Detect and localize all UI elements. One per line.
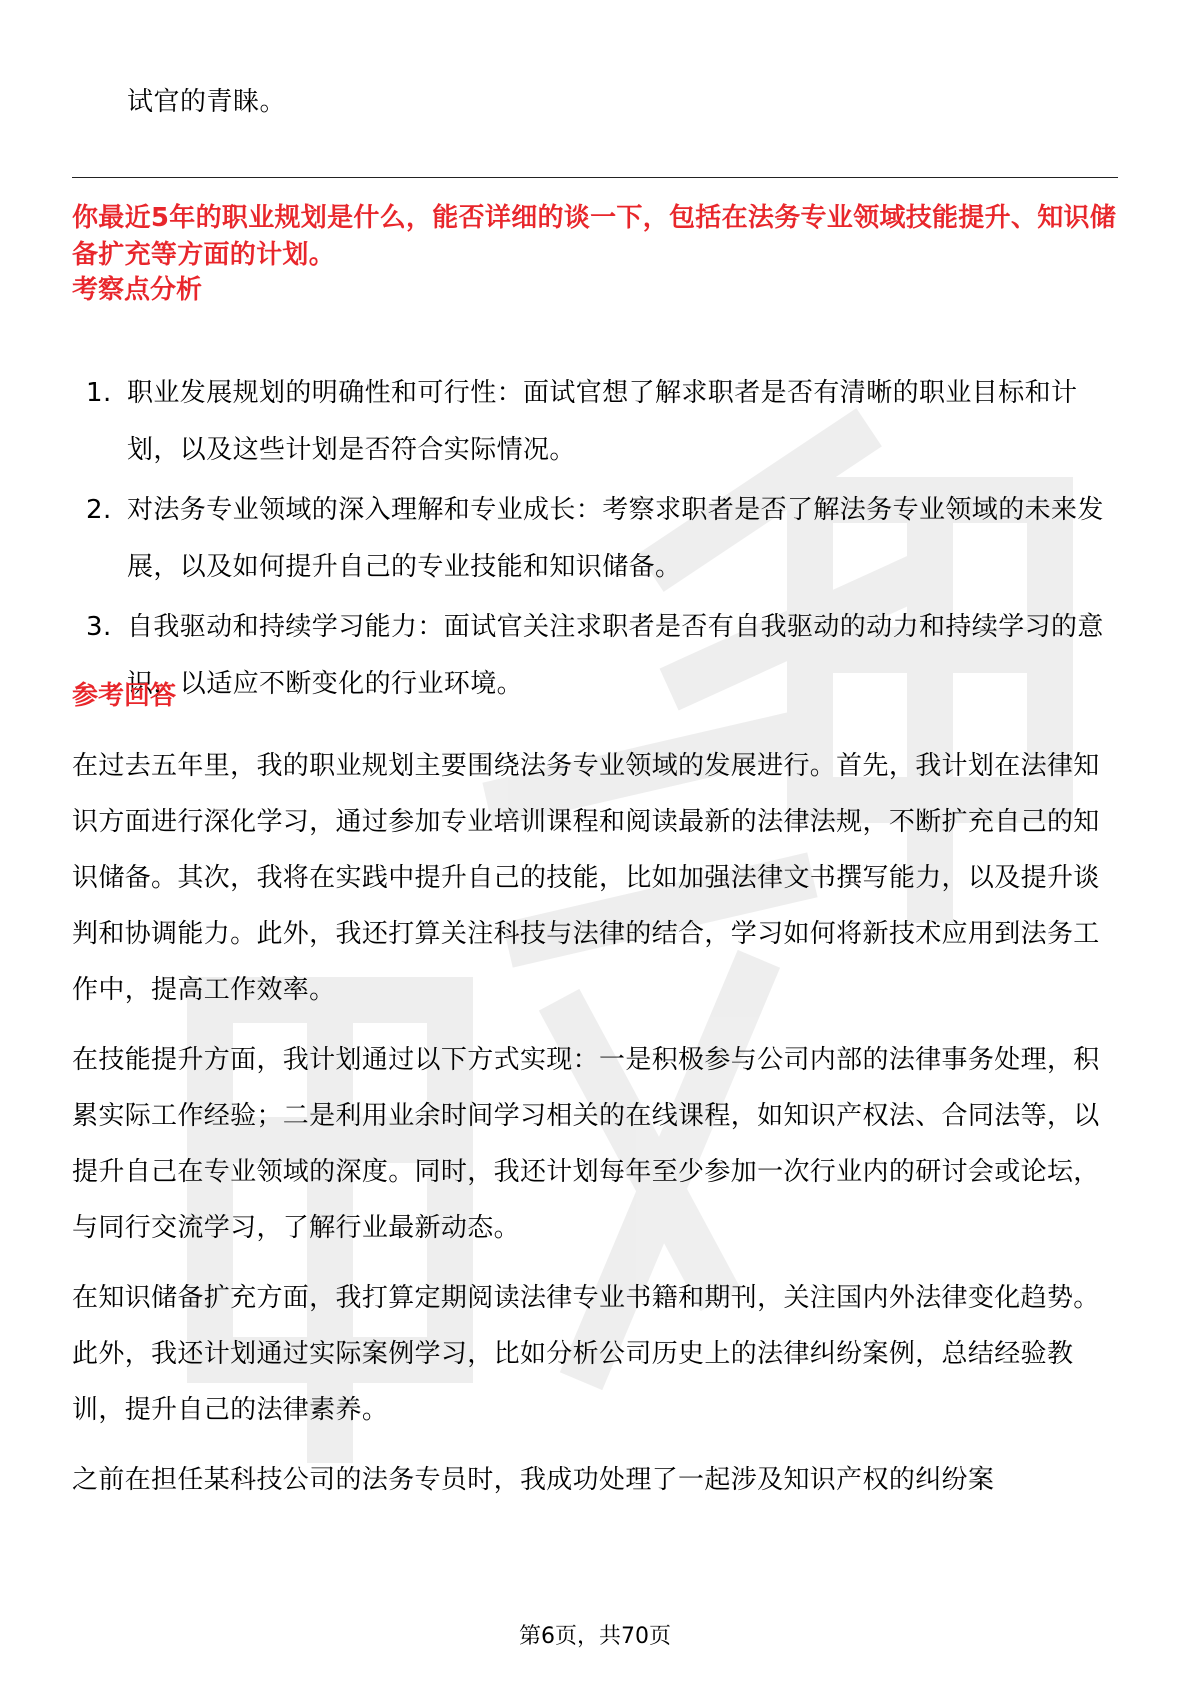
interview-question: 你最近5年的职业规划是什么，能否详细的谈一下，包括在法务专业领域技能提升、知识储备扩充等方面的计划。 [72, 203, 1117, 270]
answer-heading: 参考回答 [72, 681, 177, 711]
list-item-text: 对法务专业领域的深入理解和专业成长：考察求职者是否了解法务专业领域的未来发展，以及如何提升自己的专业技能和知识储备。 [127, 495, 1104, 582]
page-number: 第6页，共70页 [519, 1624, 671, 1649]
list-item [72, 599, 1118, 713]
list-item-text: 自我驱动和持续学习能力：面试官关注求职者是否有自我驱动的动力和持续学习的意识，以适应不断变化的行业环境。 [127, 612, 1104, 699]
list-item [72, 482, 1118, 596]
analysis-list [72, 365, 1118, 716]
answer-paragraph: 在知识储备扩充方面，我打算定期阅读法律专业书籍和期刊，关注国内外法律变化趋势。此外，我还计划通过实际案例学习，比如分析公司历史上的法律纠纷案例，总结经验教训，提升自己的法律素养。 [72, 1283, 1100, 1425]
list-item-number: 3. [86, 612, 112, 642]
list-item [72, 365, 1118, 479]
list-item-text: 职业发展规划的明确性和可行性：面试官想了解求职者是否有清晰的职业目标和计划，以及这些计划是否符合实际情况。 [127, 378, 1078, 465]
analysis-heading: 考察点分析 [72, 275, 203, 305]
answer-paragraph: 在过去五年里，我的职业规划主要围绕法务专业领域的发展进行。首先，我计划在法律知识方面进行深化学习，通过参加专业培训课程和阅读最新的法律法规，不断扩充自己的知识储备。其次，我将在实践中提升自己的技能，比如加强法律文书撰写能力，以及提升谈判和协调能力。此外，我还打算关注科技与法律的结合，学习如何将新技术应用到法务工作中，提高工作效率。 [72, 751, 1100, 1005]
list-item-number: 1. [86, 378, 112, 408]
list-item-number: 2. [86, 495, 112, 525]
section-divider [72, 177, 1118, 178]
answer-paragraph: 之前在担任某科技公司的法务专员时，我成功处理了一起涉及知识产权的纠纷案 [72, 1465, 995, 1495]
answer-paragraph: 在技能提升方面，我计划通过以下方式实现：一是积极参与公司内部的法律事务处理，积累实际工作经验；二是利用业余时间学习相关的在线课程，如知识产权法、合同法等，以提升自己在专业领域的深度。同时，我还计划每年至少参加一次行业内的研讨会或论坛，与同行交流学习，了解行业最新动态。 [72, 1045, 1100, 1243]
continued-text: 试官的青睐。 [127, 87, 287, 117]
